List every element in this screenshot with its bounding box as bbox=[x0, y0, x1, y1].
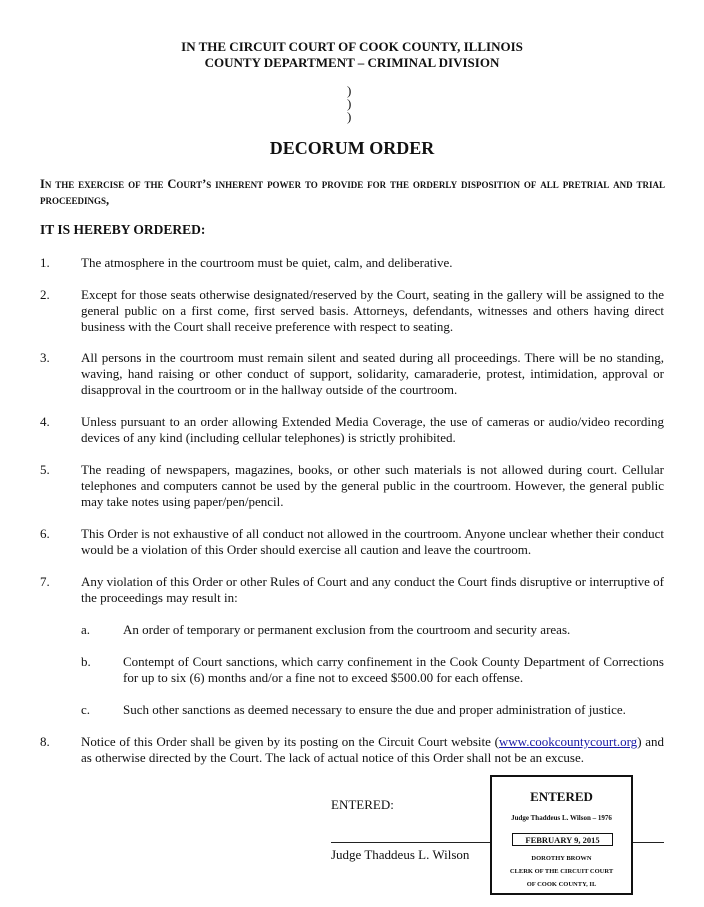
item-text: Any violation of this Order or other Rules of Court and any conduct the Court finds disruptive or interruptive of the proceedings may result in: bbox=[81, 574, 664, 605]
item-text: The atmosphere in the courtroom must be quiet, calm, and deliberative. bbox=[81, 255, 453, 270]
entered-label: ENTERED: bbox=[331, 797, 394, 812]
item-text: Unless pursuant to an order allowing Extended Media Coverage, the use of cameras or audio/video recording devices of any kind (including cellular telephones) is strictly prohibited. bbox=[81, 414, 664, 445]
caption-paren: ) bbox=[347, 83, 352, 98]
item-number: 7. bbox=[40, 574, 50, 589]
stamp-clerk-county: OF COOK COUNTY, IL bbox=[526, 881, 597, 888]
item-text: Notice of this Order shall be given by its posting on the Circuit Court website (www.cookcountycourt.org) and as otherwise directed by the Court. The lack of actual notice of this Order shall not be an excuse. bbox=[81, 734, 664, 765]
item-text: This Order is not exhaustive of all conduct not allowed in the courtroom. Anyone unclear whether their conduct would be a violation of this Order should exercise all caution and leave the courtroom. bbox=[81, 526, 664, 557]
stamp-clerk-title: CLERK OF THE CIRCUIT COURT bbox=[509, 868, 614, 875]
subitem-text: An order of temporary or permanent exclusion from the courtroom and security areas. bbox=[123, 622, 571, 637]
subitem-letter: c. bbox=[81, 702, 91, 717]
subitem-letter: b. bbox=[81, 654, 91, 669]
subitem-text: Contempt of Court sanctions, which carry confinement in the Cook County Department of Corrections for up to six (6) months and/or a fine not to exceed $500.00 for each offense. bbox=[123, 654, 664, 685]
subitem-text: Such other sanctions as deemed necessary to ensure the due and proper administration of justice. bbox=[123, 702, 626, 717]
item-number: 2. bbox=[40, 287, 50, 302]
item-number: 4. bbox=[40, 414, 50, 429]
court-name: IN THE CIRCUIT COURT OF COOK COUNTY, ILLINOIS bbox=[181, 39, 523, 54]
item-text: All persons in the courtroom must remain silent and seated during all proceedings. There will be no standing, waving, hand raising or other conduct of support, solidarity, camaraderie, protest, intimidation, approval or disapproval in the courtroom or in the hallway outside of the courtroom. bbox=[81, 350, 664, 397]
ordered-heading: IT IS HEREBY ORDERED: bbox=[40, 222, 206, 237]
preamble: In the exercise of the Court’s inherent power to provide for the orderly disposition of all pretrial and trial proceedings, bbox=[40, 177, 665, 207]
entered-stamp bbox=[490, 775, 633, 895]
document-title: DECORUM ORDER bbox=[269, 138, 435, 158]
caption-paren: ) bbox=[347, 96, 352, 111]
subitem-letter: a. bbox=[81, 622, 91, 637]
item-number: 5. bbox=[40, 462, 50, 477]
caption-paren: ) bbox=[347, 109, 352, 124]
court-website-link[interactable]: www.cookcountycourt.org bbox=[498, 734, 638, 749]
stamp-date: FEBRUARY 9, 2015 bbox=[512, 833, 613, 846]
court-division: COUNTY DEPARTMENT – CRIMINAL DIVISION bbox=[204, 55, 500, 70]
stamp-heading: ENTERED bbox=[530, 789, 593, 804]
item-text: Except for those seats otherwise designated/reserved by the Court, seating in the gallery will be assigned to the general public on a first come, first served basis. Attorneys, defendants, witnesses and others having direct business with the Court shall receive preference with respect to seating. bbox=[81, 287, 664, 334]
stamp-clerk-name: DOROTHY BROWN bbox=[531, 855, 592, 862]
item-number: 8. bbox=[40, 734, 50, 749]
item-number: 6. bbox=[40, 526, 50, 541]
item-text: The reading of newspapers, magazines, books, or other such materials is not allowed during court. Cellular telephones and computers cannot be used by the general public in the courtroom. However, the general public may take notes using paper/pen/pencil. bbox=[81, 462, 664, 509]
item-number: 1. bbox=[40, 255, 50, 270]
item-number: 3. bbox=[40, 350, 50, 365]
judge-name: Judge Thaddeus L. Wilson bbox=[331, 847, 470, 862]
stamp-judge: Judge Thaddeus L. Wilson – 1976 bbox=[511, 814, 612, 822]
